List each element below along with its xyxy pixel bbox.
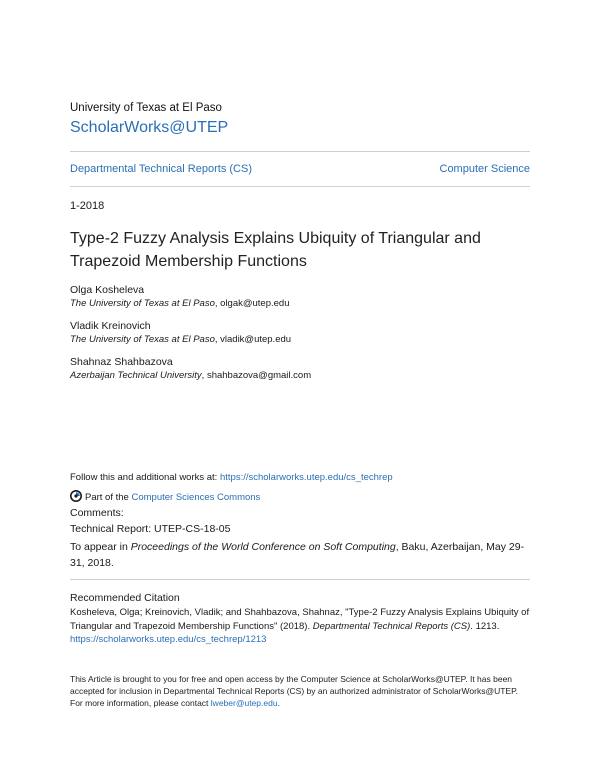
part-of-line bbox=[70, 490, 260, 503]
author-affiliation: The University of Texas at El Paso, olgak@utep.edu bbox=[70, 298, 290, 309]
citation-main: Kosheleva, Olga; Kreinovich, Vladik; and Shahbazova, Shahnaz, "Type-2 Fuzzy Analysis Explains Ubiquity of Triangular and Trapezoid Membership Functions" (2018). bbox=[70, 607, 530, 632]
author-email: shahbazova@gmail.com bbox=[206, 370, 312, 381]
author-email: olgak@utep.edu bbox=[220, 298, 290, 309]
technical-report-number: Technical Report: UTEP-CS-18-05 bbox=[70, 523, 231, 535]
citation-series: Departmental Technical Reports (CS) bbox=[312, 620, 471, 632]
bepress-commons-icon bbox=[70, 490, 82, 502]
series-link[interactable]: Departmental Technical Reports (CS) bbox=[70, 163, 252, 175]
publication-date: 1-2018 bbox=[70, 200, 105, 212]
affiliation-name: The University of Texas at El Paso bbox=[70, 298, 215, 309]
author-name: Shahnaz Shahbazova bbox=[70, 356, 173, 368]
appear-in-note bbox=[70, 539, 532, 571]
nav-divider bbox=[70, 186, 530, 187]
citation-heading: Recommended Citation bbox=[70, 592, 180, 604]
appear-suffix: , Baku, Azerbaijan, May 29-31, 2018. bbox=[70, 541, 525, 569]
affiliation-name: Azerbaijan Technical University bbox=[70, 370, 202, 381]
author-name: Vladik Kreinovich bbox=[70, 320, 151, 332]
citation-url-link[interactable]: https://scholarworks.utep.edu/cs_techrep/1213 bbox=[70, 634, 267, 645]
part-of-prefix: Part of the bbox=[85, 492, 132, 503]
affiliation-name: The University of Texas at El Paso bbox=[70, 334, 215, 345]
follow-url-link[interactable]: https://scholarworks.utep.edu/cs_techrep bbox=[219, 472, 393, 483]
author-name: Olga Kosheleva bbox=[70, 284, 145, 296]
paper-title: Type-2 Fuzzy Analysis Explains Ubiquity of Triangular and Trapezoid Membership Functions bbox=[70, 230, 481, 270]
citation-text bbox=[70, 606, 532, 647]
follow-line bbox=[70, 472, 393, 483]
commons-link[interactable]: Computer Sciences Commons bbox=[131, 492, 261, 503]
appear-prefix: To appear in bbox=[70, 541, 131, 553]
university-name: University of Texas at El Paso bbox=[70, 102, 222, 114]
access-notice-text: This Article is brought to you for free and open access by the Computer Science at ScholarWorks@UTEP. It has been accepted for inclusion in Departmental Technical Reports (CS) by an authorized administrator of ScholarWorks@UTEP. For more information, please contact bbox=[70, 674, 519, 708]
subject-link[interactable]: Computer Science bbox=[439, 163, 530, 175]
comments-label: Comments: bbox=[70, 507, 124, 519]
follow-prefix: Follow this and additional works at: bbox=[70, 472, 220, 483]
author-email: vladik@utep.edu bbox=[220, 334, 292, 345]
top-divider bbox=[70, 151, 530, 152]
citation-divider bbox=[70, 579, 530, 580]
author-affiliation: The University of Texas at El Paso, vladik@utep.edu bbox=[70, 334, 292, 345]
citation-number: . 1213. bbox=[470, 620, 500, 632]
access-notice bbox=[70, 673, 532, 709]
repository-link[interactable]: ScholarWorks@UTEP bbox=[70, 119, 229, 136]
access-notice-end: . bbox=[277, 698, 280, 708]
contact-email-link[interactable]: lweber@utep.edu bbox=[210, 698, 278, 708]
conference-name: Proceedings of the World Conference on Soft Computing bbox=[130, 541, 396, 553]
author-affiliation: Azerbaijan Technical University, shahbazova@gmail.com bbox=[70, 370, 312, 381]
